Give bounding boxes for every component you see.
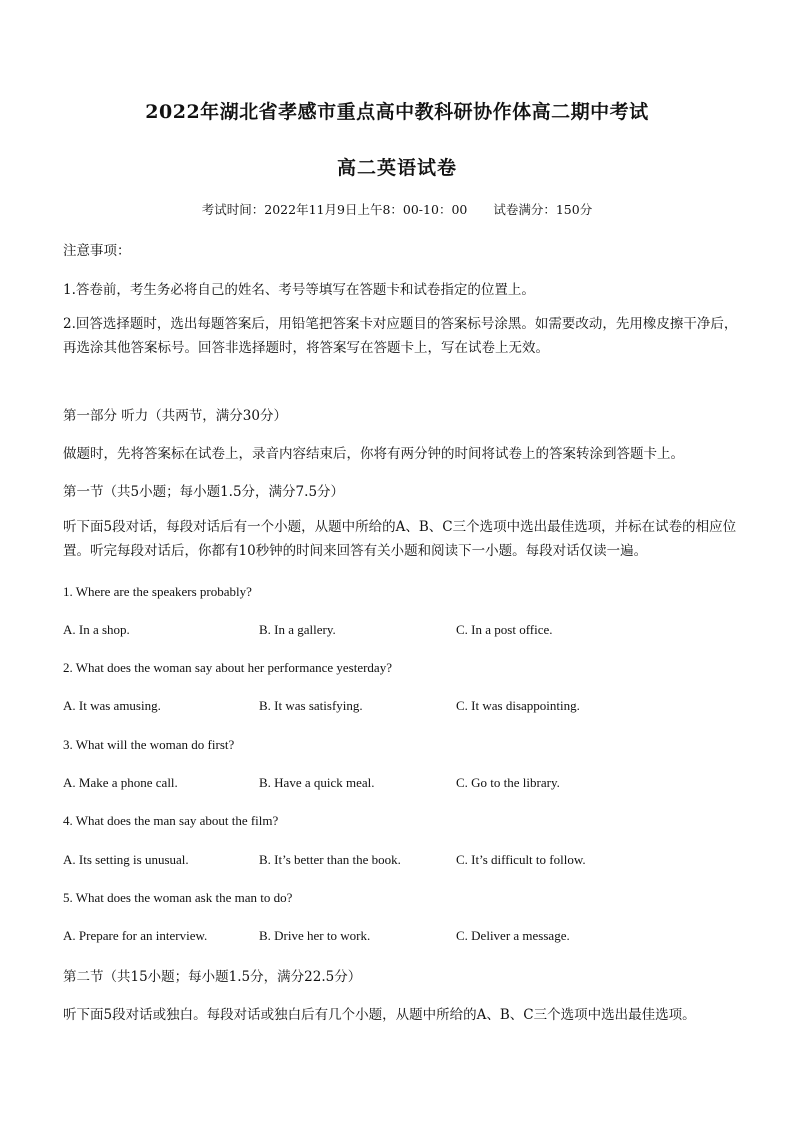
q3-option-b: B. Have a quick meal.	[259, 775, 375, 790]
question-2: 2. What does the woman say about her performance yesterday?	[63, 660, 392, 675]
notice-heading: 注意事项：	[63, 243, 131, 259]
q4-option-a: A. Its setting is unusual.	[63, 852, 189, 867]
section1-instruction: 听下面5段对话，每段对话后有一个小题，从题中所给的A、B、C三个选项中选出最佳选项，并标在试卷的相应位置。听完每段对话后，你都有10秒钟的时间来回答有关小题和阅读下一小题。每段对话仅读一遍。	[63, 519, 737, 559]
section2-instruction: 听下面5段对话或独白。每段对话或独白后有几个小题，从题中所给的A、B、C三个选项中选出最佳选项。	[63, 1007, 696, 1023]
question-5: 5. What does the woman ask the man to do?	[63, 890, 293, 905]
question-3: 3. What will the woman do first?	[63, 737, 235, 752]
full-score: 试卷满分：150分	[493, 202, 593, 217]
q2-option-c: C. It was disappointing.	[456, 698, 580, 713]
exam-subtitle: 高二英语试卷	[336, 157, 457, 179]
q1-option-a: A. In a shop.	[63, 622, 130, 637]
section2-heading: 第二节（共15小题；每小题1.5分，满分22.5分）	[63, 969, 362, 985]
q1-option-b: B. In a gallery.	[259, 622, 336, 637]
q3-option-a: A. Make a phone call.	[63, 775, 178, 790]
q2-option-a: A. It was amusing.	[63, 698, 161, 713]
exam-time: 考试时间：2022年11月9日上午8：00-10：00	[201, 202, 468, 217]
q1-option-c: C. In a post office.	[456, 622, 553, 637]
q4-option-b: B. It’s better than the book.	[259, 852, 401, 867]
notice-item-2: 2.回答选择题时，选出每题答案后，用铅笔把答案卡对应题目的答案标号涂黑。如需要改动，先用橡皮擦干净后，再选涂其他答案标号。回答非选择题时，将答案写在答题卡上，写在试卷上无效。	[63, 316, 738, 356]
part1-heading: 第一部分 听力（共两节，满分30分）	[63, 408, 287, 424]
exam-title: 2022年湖北省孝感市重点高中教科研协作体高二期中考试	[145, 101, 649, 123]
question-4: 4. What does the man say about the film?	[63, 813, 279, 828]
q5-option-b: B. Drive her to work.	[259, 928, 371, 943]
question-1: 1. Where are the speakers probably?	[63, 584, 252, 599]
q5-option-c: C. Deliver a message.	[456, 928, 570, 943]
exam-info	[0, 200, 794, 218]
notice-item-1: 1.答卷前，考生务必将自己的姓名、考号等填写在答题卡和试卷指定的位置上。	[63, 282, 535, 298]
part1-instruction: 做题时，先将答案标在试卷上，录音内容结束后，你将有两分钟的时间将试卷上的答案转涂到答题卡上。	[63, 446, 684, 462]
section1-heading: 第一节（共5小题；每小题1.5分，满分7.5分）	[63, 484, 345, 500]
q2-option-b: B. It was satisfying.	[259, 698, 363, 713]
q4-option-c: C. It’s difficult to follow.	[456, 852, 586, 867]
q5-option-a: A. Prepare for an interview.	[63, 928, 208, 943]
q3-option-c: C. Go to the library.	[456, 775, 560, 790]
